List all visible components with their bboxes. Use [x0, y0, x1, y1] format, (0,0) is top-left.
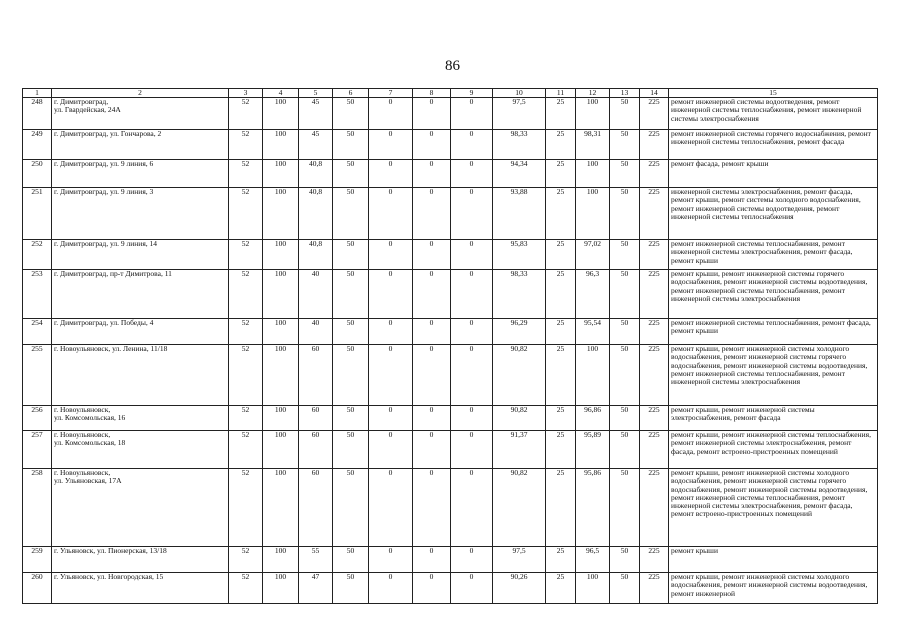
value-cell: 25: [546, 160, 576, 188]
column-header: 7: [369, 89, 413, 98]
value-cell: 95,83: [493, 240, 546, 270]
value-cell: 0: [369, 130, 413, 160]
value-cell: 98,33: [493, 270, 546, 319]
column-header: 13: [610, 89, 640, 98]
table-row: [23, 98, 878, 130]
value-cell: 50: [333, 130, 369, 160]
value-cell: 50: [333, 319, 369, 345]
value-cell: 0: [413, 160, 451, 188]
value-cell: 0: [413, 130, 451, 160]
value-cell: 0: [451, 319, 493, 345]
address-cell: г. Новоульяновск, ул. Ульяновская, 17А: [52, 469, 229, 547]
value-cell: 100: [263, 130, 299, 160]
row-number: 252: [23, 240, 52, 270]
value-cell: 50: [333, 431, 369, 469]
row-number: 259: [23, 547, 52, 573]
value-cell: 0: [451, 345, 493, 406]
row-number: 255: [23, 345, 52, 406]
address-cell: г. Димитровград, ул. Гончарова, 2: [52, 130, 229, 160]
column-header: 8: [413, 89, 451, 98]
value-cell: 100: [263, 160, 299, 188]
value-cell: 0: [451, 270, 493, 319]
value-cell: 0: [369, 319, 413, 345]
value-cell: 50: [610, 345, 640, 406]
value-cell: 225: [640, 130, 669, 160]
row-number: 256: [23, 406, 52, 431]
value-cell: 100: [263, 469, 299, 547]
value-cell: 0: [369, 431, 413, 469]
value-cell: 225: [640, 345, 669, 406]
value-cell: 225: [640, 188, 669, 240]
table-row: [23, 319, 878, 345]
value-cell: 0: [369, 547, 413, 573]
value-cell: 0: [369, 188, 413, 240]
column-header: 9: [451, 89, 493, 98]
value-cell: 25: [546, 130, 576, 160]
works-cell: ремонт крыши, ремонт инженерной системы холодного водоснабжения, ремонт инженерной системы горячего водоснабжения, ремонт инженерной системы водоотведения, ремонт инженерной системы теплоснабжения, ремонт инженерной системы электроснабжения: [669, 345, 878, 406]
value-cell: 50: [333, 240, 369, 270]
value-cell: 50: [610, 319, 640, 345]
value-cell: 60: [299, 469, 333, 547]
value-cell: 47: [299, 573, 333, 604]
value-cell: 50: [610, 240, 640, 270]
column-header: 4: [263, 89, 299, 98]
row-number: 251: [23, 188, 52, 240]
value-cell: 90,26: [493, 573, 546, 604]
value-cell: 100: [263, 406, 299, 431]
value-cell: 0: [451, 98, 493, 130]
value-cell: 95,86: [576, 469, 610, 547]
value-cell: 52: [229, 130, 263, 160]
address-cell: г. Ульяновск, ул. Пионерская, 13/18: [52, 547, 229, 573]
value-cell: 96,86: [576, 406, 610, 431]
table-row: [23, 240, 878, 270]
column-header: 2: [52, 89, 229, 98]
works-cell: инженерной системы электроснабжения, ремонт фасада, ремонт крыши, ремонт системы холодного водоснабжения, ремонт инженерной системы водоотведения, ремонт инженерной системы теплоснабжения: [669, 188, 878, 240]
value-cell: 90,82: [493, 406, 546, 431]
works-cell: ремонт крыши, ремонт инженерной системы электроснабжения, ремонт фасада: [669, 406, 878, 431]
table-row: [23, 547, 878, 573]
value-cell: 25: [546, 345, 576, 406]
value-cell: 25: [546, 240, 576, 270]
value-cell: 0: [451, 240, 493, 270]
value-cell: 0: [369, 469, 413, 547]
value-cell: 0: [413, 469, 451, 547]
value-cell: 40,8: [299, 188, 333, 240]
value-cell: 100: [576, 160, 610, 188]
value-cell: 0: [413, 270, 451, 319]
value-cell: 225: [640, 160, 669, 188]
column-header: 12: [576, 89, 610, 98]
value-cell: 50: [610, 188, 640, 240]
value-cell: 90,82: [493, 469, 546, 547]
column-header: 14: [640, 89, 669, 98]
value-cell: 0: [413, 240, 451, 270]
value-cell: 50: [333, 469, 369, 547]
address-cell: г. Димитровград, ул. 9 линия, 6: [52, 160, 229, 188]
value-cell: 45: [299, 98, 333, 130]
table-row: [23, 431, 878, 469]
value-cell: 0: [413, 573, 451, 604]
value-cell: 0: [413, 345, 451, 406]
row-number: 248: [23, 98, 52, 130]
table-row: [23, 406, 878, 431]
value-cell: 225: [640, 406, 669, 431]
value-cell: 100: [263, 547, 299, 573]
value-cell: 100: [263, 270, 299, 319]
value-cell: 0: [369, 345, 413, 406]
value-cell: 0: [413, 431, 451, 469]
value-cell: 60: [299, 345, 333, 406]
table-row: [23, 188, 878, 240]
works-cell: ремонт инженерной системы горячего водоснабжения, ремонт инженерной системы теплоснабжения, ремонт фасада: [669, 130, 878, 160]
table-row: [23, 469, 878, 547]
address-cell: г. Димитровград, ул. Гвардейская, 24А: [52, 98, 229, 130]
works-cell: ремонт крыши, ремонт инженерной системы горячего водоснабжения, ремонт инженерной системы водоотведения, ремонт инженерной системы теплоснабжения, ремонт инженерной системы электроснабжения: [669, 270, 878, 319]
value-cell: 50: [610, 573, 640, 604]
value-cell: 50: [610, 431, 640, 469]
address-cell: г. Ульяновск, ул. Новгородская, 15: [52, 573, 229, 604]
value-cell: 100: [263, 319, 299, 345]
value-cell: 0: [451, 160, 493, 188]
value-cell: 60: [299, 406, 333, 431]
address-cell: г. Новоульяновск, ул. Комсомольская, 18: [52, 431, 229, 469]
row-number: 260: [23, 573, 52, 604]
value-cell: 100: [263, 345, 299, 406]
column-header: 6: [333, 89, 369, 98]
value-cell: 0: [451, 469, 493, 547]
value-cell: 40,8: [299, 160, 333, 188]
value-cell: 225: [640, 240, 669, 270]
value-cell: 25: [546, 573, 576, 604]
value-cell: 25: [546, 431, 576, 469]
value-cell: 50: [333, 270, 369, 319]
column-header: 11: [546, 89, 576, 98]
row-number: 258: [23, 469, 52, 547]
value-cell: 225: [640, 98, 669, 130]
value-cell: 0: [413, 406, 451, 431]
value-cell: 0: [369, 98, 413, 130]
value-cell: 225: [640, 270, 669, 319]
value-cell: 0: [369, 406, 413, 431]
value-cell: 52: [229, 98, 263, 130]
value-cell: 225: [640, 469, 669, 547]
value-cell: 95,54: [576, 319, 610, 345]
value-cell: 50: [333, 547, 369, 573]
value-cell: 50: [610, 270, 640, 319]
address-cell: г. Димитровград, ул. 9 линия, 14: [52, 240, 229, 270]
value-cell: 0: [413, 188, 451, 240]
works-cell: ремонт крыши, ремонт инженерной системы холодного водоснабжения, ремонт инженерной системы водоотведения, ремонт инженерной: [669, 573, 878, 604]
value-cell: 96,29: [493, 319, 546, 345]
column-header: 1: [23, 89, 52, 98]
value-cell: 50: [610, 547, 640, 573]
works-cell: ремонт крыши: [669, 547, 878, 573]
value-cell: 0: [451, 547, 493, 573]
address-cell: г. Новоульяновск, ул. Ленина, 11/18: [52, 345, 229, 406]
value-cell: 50: [333, 188, 369, 240]
works-cell: ремонт инженерной системы теплоснабжения, ремонт фасада, ремонт крыши: [669, 319, 878, 345]
value-cell: 50: [333, 98, 369, 130]
work-table: [22, 88, 878, 604]
value-cell: 97,02: [576, 240, 610, 270]
value-cell: 25: [546, 406, 576, 431]
value-cell: 93,88: [493, 188, 546, 240]
works-cell: ремонт инженерной системы водоотведения, ремонт инженерной системы теплоснабжения, ремонт инженерной системы электроснабжения: [669, 98, 878, 130]
value-cell: 52: [229, 319, 263, 345]
value-cell: 25: [546, 469, 576, 547]
value-cell: 0: [451, 130, 493, 160]
value-cell: 0: [369, 160, 413, 188]
value-cell: 25: [546, 270, 576, 319]
value-cell: 96,3: [576, 270, 610, 319]
value-cell: 60: [299, 431, 333, 469]
value-cell: 225: [640, 431, 669, 469]
value-cell: 100: [576, 98, 610, 130]
value-cell: 52: [229, 240, 263, 270]
table-row: [23, 130, 878, 160]
works-cell: ремонт инженерной системы теплоснабжения, ремонт инженерной системы электроснабжения, ремонт фасада, ремонт крыши: [669, 240, 878, 270]
value-cell: 50: [610, 469, 640, 547]
value-cell: 52: [229, 406, 263, 431]
value-cell: 100: [263, 98, 299, 130]
value-cell: 52: [229, 188, 263, 240]
value-cell: 100: [263, 573, 299, 604]
value-cell: 25: [546, 188, 576, 240]
value-cell: 50: [333, 573, 369, 604]
value-cell: 225: [640, 547, 669, 573]
row-number: 254: [23, 319, 52, 345]
page-number: 86: [445, 58, 460, 74]
value-cell: 40: [299, 319, 333, 345]
value-cell: 25: [546, 98, 576, 130]
address-cell: г. Димитровград, ул. 9 линия, 3: [52, 188, 229, 240]
value-cell: 0: [451, 431, 493, 469]
value-cell: 100: [576, 188, 610, 240]
value-cell: 0: [413, 319, 451, 345]
value-cell: 50: [610, 406, 640, 431]
value-cell: 100: [263, 431, 299, 469]
value-cell: 0: [369, 573, 413, 604]
value-cell: 40,8: [299, 240, 333, 270]
value-cell: 25: [546, 319, 576, 345]
table-row: [23, 345, 878, 406]
row-number: 253: [23, 270, 52, 319]
value-cell: 50: [610, 130, 640, 160]
value-cell: 225: [640, 319, 669, 345]
address-cell: г. Новоульяновск, ул. Комсомольская, 16: [52, 406, 229, 431]
value-cell: 100: [576, 573, 610, 604]
column-header: 3: [229, 89, 263, 98]
value-cell: 94,34: [493, 160, 546, 188]
works-cell: ремонт фасада, ремонт крыши: [669, 160, 878, 188]
value-cell: 52: [229, 469, 263, 547]
value-cell: 98,33: [493, 130, 546, 160]
value-cell: 91,37: [493, 431, 546, 469]
value-cell: 25: [546, 547, 576, 573]
value-cell: 97,5: [493, 547, 546, 573]
value-cell: 50: [333, 345, 369, 406]
table-row: [23, 573, 878, 604]
works-cell: ремонт крыши, ремонт инженерной системы теплоснабжения, ремонт инженерной системы электроснабжения, ремонт фасада, ремонт встроено-пристроенных помещений: [669, 431, 878, 469]
value-cell: 50: [333, 160, 369, 188]
value-cell: 0: [451, 188, 493, 240]
row-number: 250: [23, 160, 52, 188]
value-cell: 98,31: [576, 130, 610, 160]
value-cell: 90,82: [493, 345, 546, 406]
value-cell: 55: [299, 547, 333, 573]
value-cell: 97,5: [493, 98, 546, 130]
value-cell: 52: [229, 547, 263, 573]
address-cell: г. Димитровград, пр-т Димитрова, 11: [52, 270, 229, 319]
value-cell: 40: [299, 270, 333, 319]
value-cell: 45: [299, 130, 333, 160]
value-cell: 52: [229, 345, 263, 406]
value-cell: 52: [229, 573, 263, 604]
value-cell: 0: [451, 573, 493, 604]
value-cell: 0: [369, 240, 413, 270]
works-cell: ремонт крыши, ремонт инженерной системы холодного водоснабжения, ремонт инженерной системы горячего водоснабжения, ремонт инженерной системы водоотведения, ремонт инженерной системы теплоснабжения, ремонт инженерной системы электроснабжения, ремонт фасада, ремонт встроено-пристроенных помещений: [669, 469, 878, 547]
value-cell: 0: [413, 98, 451, 130]
table-row: [23, 270, 878, 319]
value-cell: 95,89: [576, 431, 610, 469]
value-cell: 50: [610, 160, 640, 188]
value-cell: 0: [451, 406, 493, 431]
table-row: [23, 160, 878, 188]
value-cell: 50: [333, 406, 369, 431]
column-header: 5: [299, 89, 333, 98]
value-cell: 0: [413, 547, 451, 573]
value-cell: 52: [229, 160, 263, 188]
value-cell: 225: [640, 573, 669, 604]
value-cell: 50: [610, 98, 640, 130]
value-cell: 100: [576, 345, 610, 406]
value-cell: 0: [369, 270, 413, 319]
value-cell: 96,5: [576, 547, 610, 573]
value-cell: 52: [229, 431, 263, 469]
value-cell: 100: [263, 240, 299, 270]
address-cell: г. Димитровград, ул. Победы, 4: [52, 319, 229, 345]
row-number: 257: [23, 431, 52, 469]
value-cell: 52: [229, 270, 263, 319]
row-number: 249: [23, 130, 52, 160]
value-cell: 100: [263, 188, 299, 240]
column-header: 10: [493, 89, 546, 98]
column-header: 15: [669, 89, 878, 98]
